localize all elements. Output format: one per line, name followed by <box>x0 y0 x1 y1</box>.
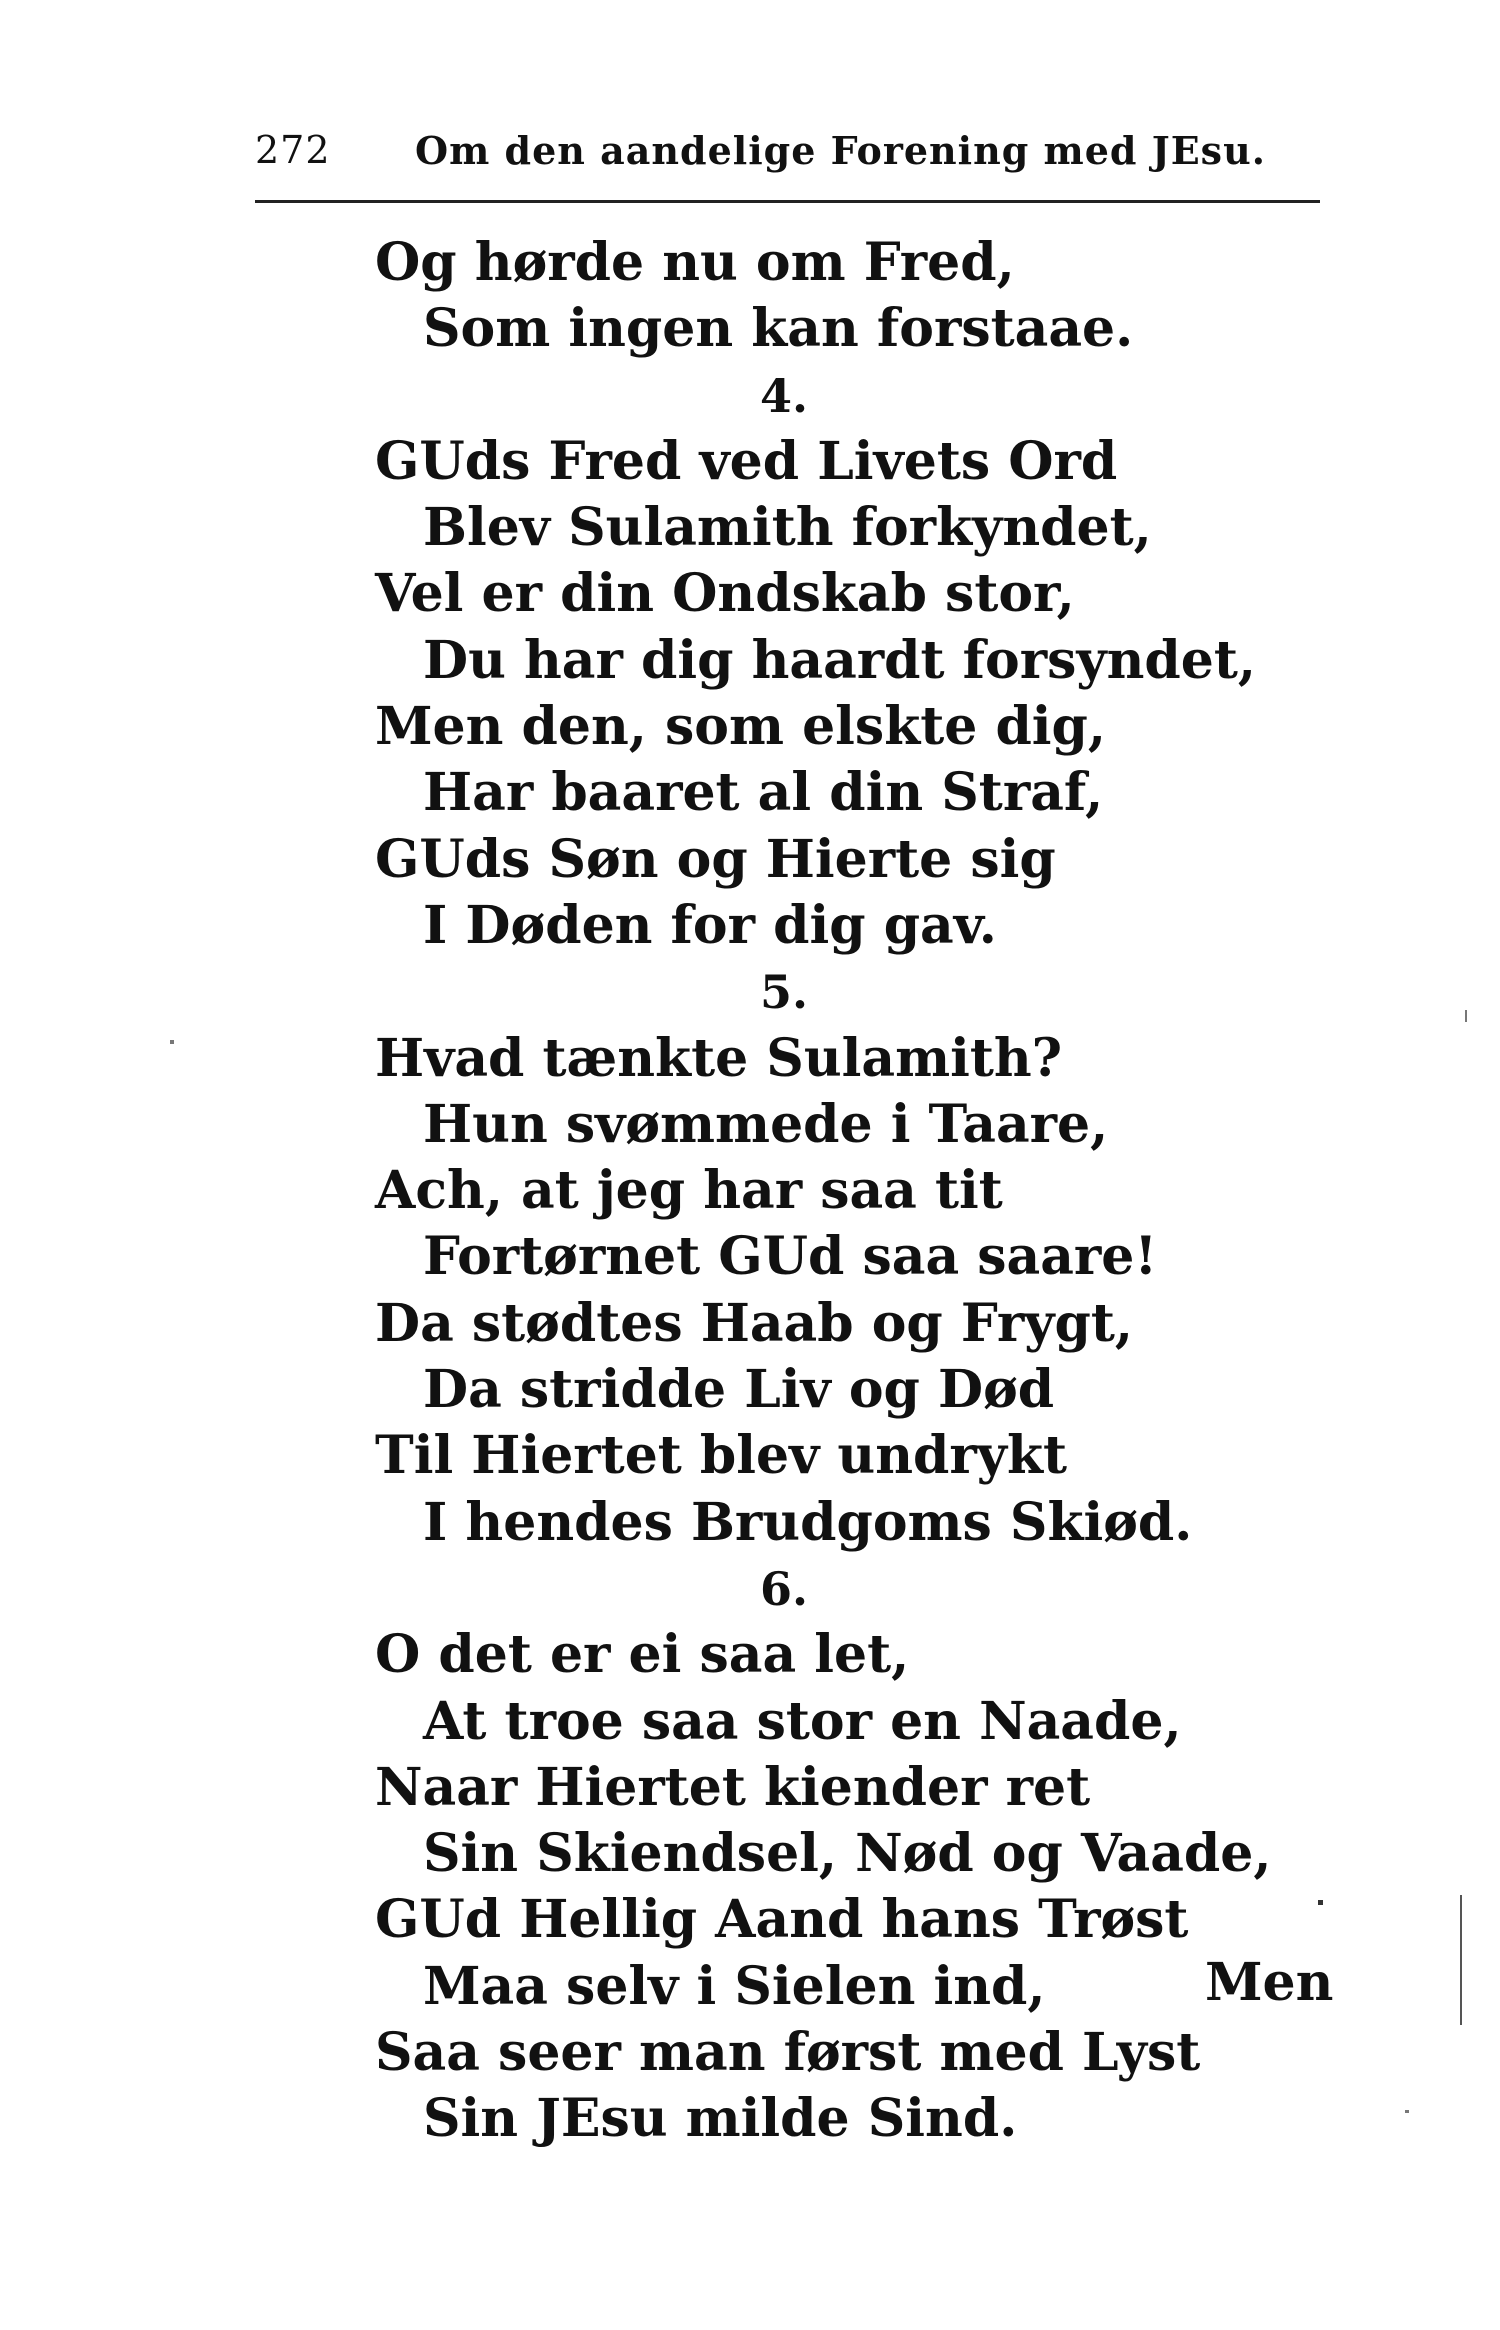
verse-line: Men den, som elskte dig, <box>375 696 1107 758</box>
header-rule <box>255 200 1320 203</box>
running-title: Om den aandelige Forening med JEsu. <box>415 128 1266 173</box>
verse-line: Til Hiertet blev undrykt <box>375 1425 1068 1487</box>
verse-line: Hun svømmede i Taare, <box>423 1093 1109 1155</box>
scan-speck <box>1465 1010 1467 1022</box>
verse-line: Maa selv i Sielen ind, <box>423 1955 1046 2017</box>
stanza-number: 5. <box>760 965 809 1020</box>
verse-line: Fortørnet GUd saa saare! <box>423 1226 1158 1288</box>
margin-line <box>1460 1895 1462 2025</box>
verse-line: GUds Søn og Hierte sig <box>375 828 1056 890</box>
scan-speck <box>1318 1900 1323 1905</box>
verse-line: Som ingen kan forstaae. <box>423 298 1134 360</box>
verse-line: At troe saa stor en Naade, <box>423 1690 1182 1752</box>
scan-speck <box>1405 2110 1409 2113</box>
verse-line: Hvad tænkte Sulamith? <box>375 1027 1063 1089</box>
verse-line: Ach, at jeg har saa tit <box>375 1160 1003 1222</box>
verse-line: Og hørde nu om Fred, <box>375 232 1015 293</box>
verse-line: Da stødtes Haab og Frygt, <box>375 1292 1133 1354</box>
catchword: Men <box>1205 1952 1334 2013</box>
verse-line: Har baaret al din Straf, <box>423 762 1104 824</box>
scan-speck <box>170 1040 174 1044</box>
page-number: 272 <box>255 128 331 172</box>
verse-line: Naar Hiertet kiender ret <box>375 1756 1091 1818</box>
verse-line: Vel er din Ondskab stor, <box>375 563 1075 625</box>
stanza-number: 4. <box>760 368 809 423</box>
page-header <box>255 128 1320 192</box>
verse-line: GUd Hellig Aand hans Trøst <box>375 1889 1189 1951</box>
hymn-text <box>375 230 1275 2153</box>
verse-line: I hendes Brudgoms Skiød. <box>423 1491 1193 1553</box>
verse-line: Sin Skiendsel, Nød og Vaade, <box>423 1823 1272 1885</box>
verse-line: O det er ei saa let, <box>375 1624 910 1686</box>
stanza-number: 6. <box>760 1561 809 1616</box>
verse-line: Saa seer man først med Lyst <box>375 2022 1201 2084</box>
verse-line: Du har dig haardt forsyndet, <box>423 629 1256 691</box>
verse-line: Blev Sulamith forkyndet, <box>423 497 1152 559</box>
verse-line: GUds Fred ved Livets Ord <box>375 430 1118 492</box>
verse-line: Sin JEsu milde Sind. <box>423 2088 1018 2150</box>
verse-line: Da stridde Liv og Død <box>423 1359 1055 1421</box>
verse-line: I Døden for dig gav. <box>423 894 997 956</box>
